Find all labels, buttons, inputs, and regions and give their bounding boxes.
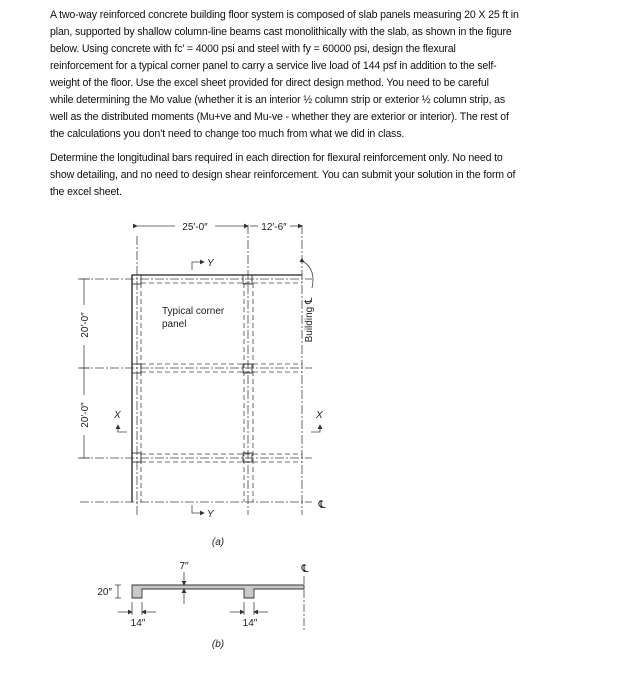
dim-span-x: 25′-0″ <box>182 222 208 233</box>
figure-caption-b: (b) <box>211 639 225 650</box>
text-line: show detailing, and no need to design shear reinforcement. You can submit your solution in the form of <box>50 169 516 181</box>
panel-label: panel <box>162 319 187 330</box>
text-line: weight of the floor. Use the excel sheet provided for direct design method. You need to be careful <box>50 77 489 89</box>
panel-label: Typical corner <box>162 306 225 317</box>
figure-caption-a: (a) <box>211 537 225 548</box>
dim-half-span-x: 12′-6″ <box>261 222 287 233</box>
centerline-label: ℄ <box>318 499 326 511</box>
slab-thickness-label: 7″ <box>179 561 189 572</box>
text-line: the calculations you don’t need to change too much from what we did in class. <box>50 128 405 140</box>
text-line: the excel sheet. <box>50 186 122 198</box>
columns <box>132 275 252 462</box>
section-x-label: X <box>114 410 121 421</box>
text-line: plan, supported by shallow column-line beams cast monolithically with the slab, as shown in the figure <box>50 26 512 38</box>
text-line: well as the distributed moments (Mu+ve and Mu-ve - whether they are exterior or interior). The rest of <box>50 111 509 123</box>
plan-view <box>78 225 320 515</box>
text-line: Determine the longitudinal bars required in each direction for flexural reinforcement only. No need to <box>50 152 503 164</box>
text-line: reinforcement for a typical corner panel to carry a service live load of 144 psf in addition to the self- <box>50 60 497 72</box>
beam-width-label: 14″ <box>130 618 146 629</box>
section-y-label: Y <box>207 509 214 520</box>
text-line: A two-way reinforced concrete building floor system is composed of slab panels measuring 20 X 25 ft in <box>50 9 519 21</box>
grid-lines <box>80 225 312 515</box>
building-centerline-label: Building ℄ <box>304 297 315 343</box>
section-y-label: Y <box>207 258 214 269</box>
beam-width-label: 14″ <box>242 618 258 629</box>
beam-depth-label: 20″ <box>97 587 112 598</box>
centerline-label: ℄ <box>301 563 309 575</box>
dim-span-y-1: 20′-0″ <box>80 312 91 338</box>
dim-span-y-2: 20′-0″ <box>80 402 91 428</box>
text-line: below. Using concrete with fc’ = 4000 psi and steel with fy = 60000 psi, design the flexural <box>50 43 456 55</box>
section-x-label: X <box>316 410 323 421</box>
text-line: while determining the Mo value (whether it is an interior ½ column strip or exterior ½ column strip, as <box>50 94 505 106</box>
